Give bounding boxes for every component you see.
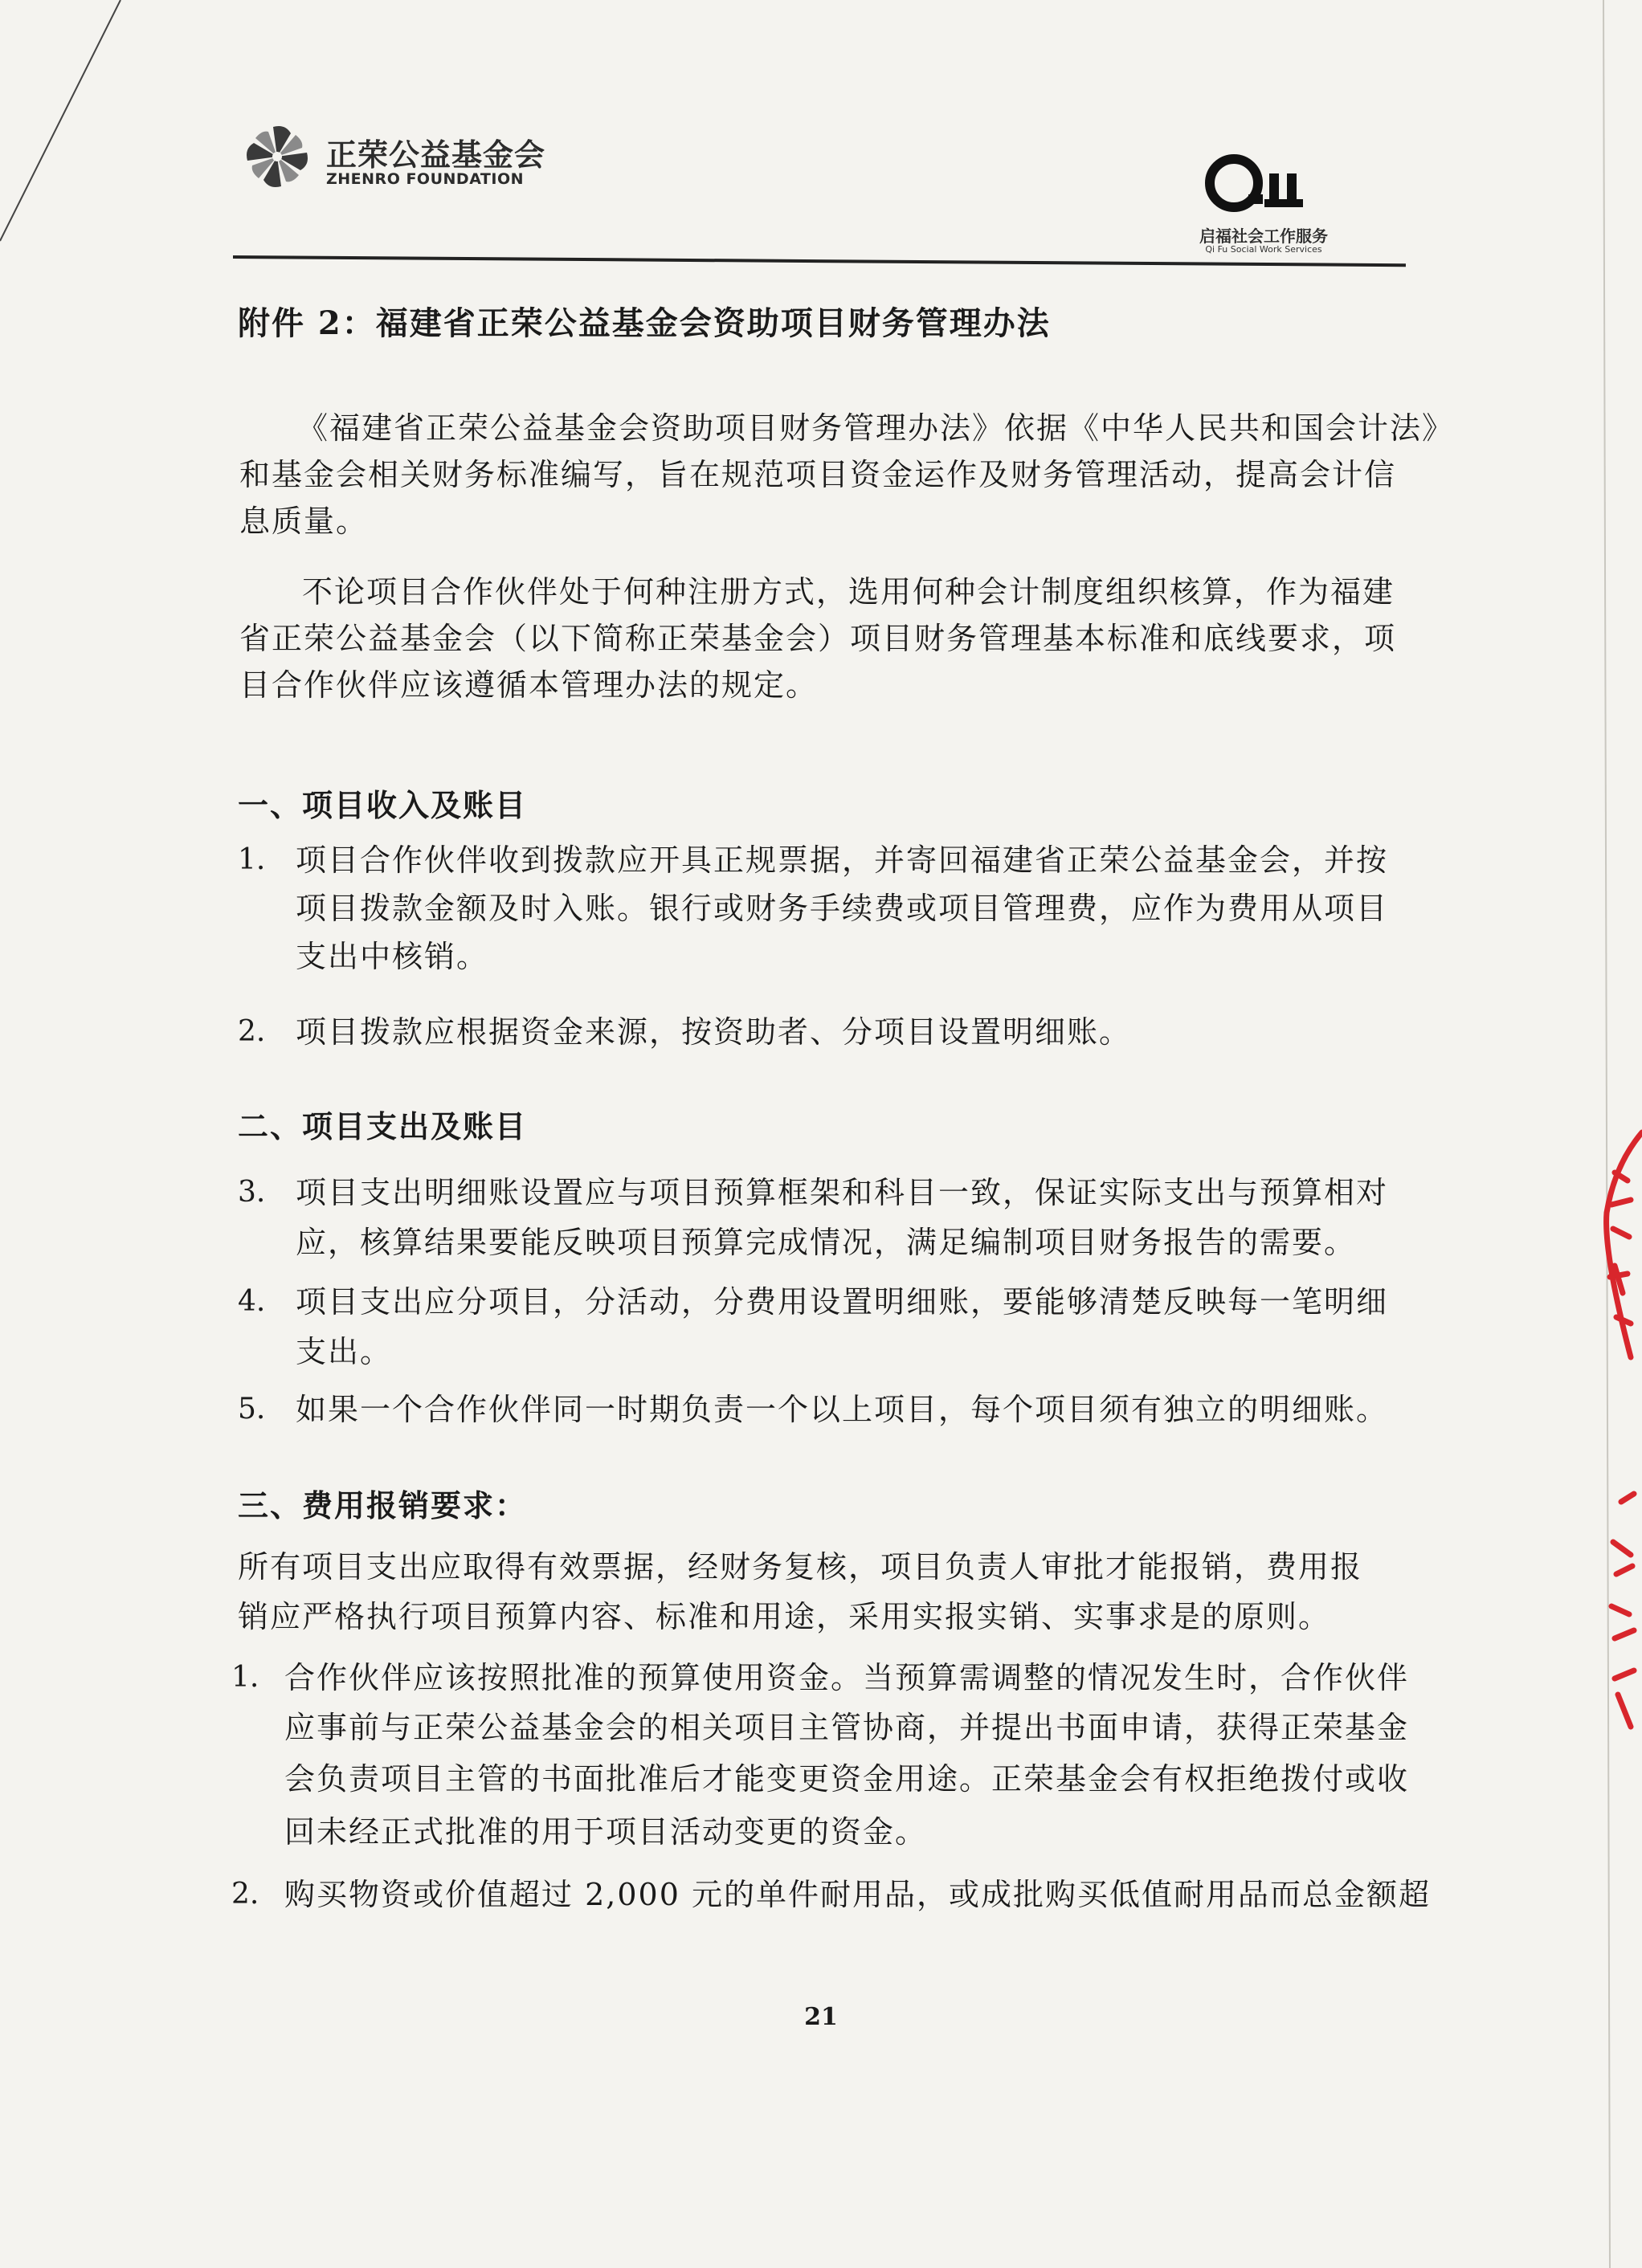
foundation-name-cn: 正荣公益基金会 [326,137,546,173]
item-5-line-1: 如果一个合作伙伴同一时期负责一个以上项目，每个项目须有独立的明细账。 [296,1392,1389,1427]
section-3-intro-line-2: 销应严格执行项目预算内容、标准和用途，采用实报实销、实事求是的原则。 [238,1599,1331,1634]
intro-p1-line-3: 息质量。 [239,504,369,539]
red-seal-stamp [1599,1116,1642,1759]
pinwheel-logo-icon [241,120,313,193]
foundation-name-en: ZHENRO FOUNDATION [326,170,524,188]
fee-item-1-line-3: 会负责项目主管的书面批准后才能变更资金用途。正荣基金会有权拒绝拨付或收 [284,1761,1410,1797]
item-3-line-2: 应，核算结果要能反映项目预算完成情况，满足编制项目财务报告的需要。 [296,1225,1357,1260]
fee-item-1-line-4: 回未经正式批准的用于项目活动变更的资金。 [284,1814,928,1850]
qifu-name-cn: 启福社会工作服务 [1199,226,1328,246]
intro-p2-line-1: 不论项目合作伙伴处于何种注册方式，选用何种会计制度组织核算，作为福建 [302,574,1395,610]
item-3-line-1: 项目支出明细账设置应与项目预算框架和科目一致，保证实际支出与预算相对 [296,1175,1389,1210]
list-number: 5. [238,1393,266,1426]
qifu-name-en: Qi Fu Social Work Services [1205,244,1322,255]
fee-item-1-line-1: 合作伙伴应该按照批准的预算使用资金。当预算需调整的情况发生时，合作伙伴 [284,1660,1410,1695]
fee-item-2-line-1: 购买物资或价值超过 2,000 元的单件耐用品，或成批购买低值耐用品而总金额超 [284,1877,1431,1912]
intro-p2-line-2: 省正荣公益基金会（以下简称正荣基金会）项目财务管理基本标准和底线要求，项 [239,621,1397,656]
intro-p2-line-3: 目合作伙伴应该遵循本管理办法的规定。 [239,667,819,703]
intro-p1-line-1: 《福建省正荣公益基金会资助项目财务管理办法》依据《中华人民共和国会计法》 [297,410,1455,446]
section-1-heading: 一、项目收入及账目 [238,787,528,823]
list-number: 2. [238,1015,266,1048]
qifu-logo [1179,153,1348,265]
section-2-heading: 二、项目支出及账目 [238,1108,528,1144]
intro-p1-line-2: 和基金会相关财务标准编写，旨在规范项目资金运作及财务管理活动，提高会计信 [239,457,1397,492]
zhenro-foundation-logo [241,120,546,201]
section-3-intro-line-1: 所有项目支出应取得有效票据，经财务复核，项目负责人审批才能报销，费用报 [238,1549,1363,1585]
item-1-line-2: 项目拨款金额及时入账。银行或财务手续费或项目管理费，应作为费用从项目 [296,891,1389,926]
qifu-logo-icon [1203,153,1324,217]
list-number: 3. [238,1176,266,1209]
document-title: 附件 2：福建省正荣公益基金会资助项目财务管理办法 [238,304,1051,342]
item-1-line-1: 项目合作伙伴收到拨款应开具正规票据，并寄回福建省正荣公益基金会，并按 [296,842,1389,878]
page-number: 21 [804,2003,838,2031]
item-2-line-1: 项目拨款应根据资金来源，按资助者、分项目设置明细账。 [296,1014,1132,1050]
item-1-line-3: 支出中核销。 [296,939,489,974]
item-4-line-2: 支出。 [296,1334,393,1369]
list-number: 1. [231,1661,259,1694]
list-number: 2. [231,1878,259,1911]
list-number: 4. [238,1285,266,1318]
item-4-line-1: 项目支出应分项目，分活动，分费用设置明细账，要能够清楚反映每一笔明细 [296,1284,1389,1320]
section-3-heading: 三、费用报销要求： [238,1487,528,1524]
list-number: 1. [238,843,266,876]
fee-item-1-line-2: 应事前与正荣公益基金会的相关项目主管协商，并提出书面申请，获得正荣基金 [284,1710,1410,1745]
